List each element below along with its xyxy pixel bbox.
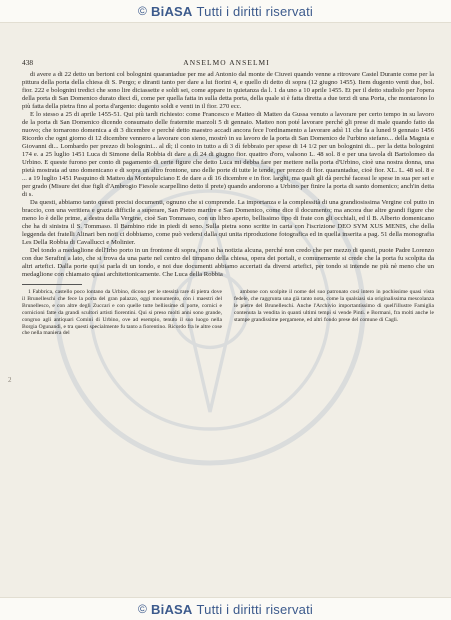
footnote-left: 1 Fabbrica, castello poco lontano da Urbino, dicono per le stessità rare di pietra dove il Brunelleschi che fece la porta del gran palazzo, oggi monumento, con i maestri del Brunellesco, e con altre degli Zuccari e con quelle tutte bellissime di porte, cornici e cornicioni fatte da grandi scultori artisti fiorentini. Qui si preso molti anni sono grande, congruo agli antiquari Comini di Urbino, ove ad esempio, tenuto il suo luogo nella Borgia Ogunandi, e tra questi specialmente fu tanto a fiorentino. Ricordo fra le altre cose che nella maniera del bbox=[22, 289, 222, 337]
bottom-copyright-banner bbox=[0, 597, 451, 620]
paragraph: Da questi, abbiamo tanto questi precisi documenti, ognuno che si comprende. La importanza e la complessità di una grandiosissima Vergine col putto in braccio, con una veritiera e grazia difficile a superare, San Pietro martire e San Domenico, come dice il documento; ma ancora due altre grandi figure che meno lo è delle prime, a destra della Vergine, cioè San Tommaso, con un libro aperto, bellissimo tipo di frate con gli occhiali, ed il B. Alberto domenicano che ha di sinistra il S. Tommaso. Il Bambino ride in piedi di seno. Sulla pietra sono scritte in carta con l'iscrizione DEO SYM XUS MENIS, che della leggenda dei fratelli Alinari ben noti ci dobbiamo, come può vedersi dalla qui unita riproduzione fotografica ed in quella inserita a pag. 51 della monografia Les Della Robbia di Cavallucci e Molinier. bbox=[22, 199, 434, 246]
top-copyright-banner bbox=[0, 0, 451, 23]
paragraph: E lo stesso a 25 di aprile 1455-51. Qui più tardi richiesto: come Francesco e Matteo di Matteo da Gussa venuto a lavorare per certo tempo in su lavoro de la porta di San Domenico dicendo consumato delle fraternite marzoli 5 di gennaio. Matteo non poté lavorare perché gli prese di male quando fatto da nuovo; che tornarono domenica a di 3 dicembre e perché detto maestro accadi ancora fece l'ordinamento a lavorare adsì 11 che fa a luned 9 gennaio 1456 Ricordo che ogni giorno di 12 dicembre vennero a lavorare con sieno, mostrò in su lavoro de la porta di San Domenico de l'urbino stefano... della Magnia e Giovanni di... Lombardo per prezzo di bolognini... al dì; il conto in tutto a dì 3 dì febbraio per spese di 14 1/2 per un bolognini di... per la detta bolognini 174 e. a 25 luglio 1451 Luca di Simone della Robbia di dare a dì 24 di giugno fior. quattro d'oro, valsono L. 48 sol. 8 e per una tavola di Bartolomeo da Urbino. E queste furono per conto di pagamento di certe figure che detto Luca mi debba fare per mettere nella porta d'Urbino, cioè una nostra donna, una pietà mostrata ad uno domenicano e di sopra un altro frontone, uno delle porte di tutte le tende, per prezzo di fior. quarantadue, cioè fior. XL. L. 48 sol. 8 e ... a 19 luglio 1451 Pasquino di Matteo da Montepulciano E de dare a dì 16 dicembre e in fior. larghi, ma quali gli dà perché facessi le spese in sua per sei e per grado (Misure dei due figli d'Ambrogio Fiesole scarpellino detto il prete) quando andorono a Urbino per finire la porta di santo domenico; anch'in detta di s. bbox=[22, 111, 434, 198]
paragraph: di avere a di 22 detto un bertoni col bolognini quarantadue per me ad Antonio dal monte de Ciuvei quando venne a ritrovare Castel Durante come per la pittura della porta della chiesa di S. Pergo; e diranti tanto per dare a lui fiorini 4, e quello di detto di sopra (12 giugno 1455). Item dugento venti due, bol. fior. 222 e bolognini tredici che sono lire diciassette e soldi sei, come appare in quietanza da l. 1 da uno a 10 aprile 1455. Et per il detto studiolo per l'opera della porta di San Domenico durato dieci dì, come per quella fatta in sulla detta porta, della quale si è fatta diretta a due terzi di una Porta, che montarono lo più fatta della pietra fino al porta d'argento: dugento soldi e venti in il fior. 270 ecc. bbox=[22, 71, 434, 110]
copyright-icon: © bbox=[138, 4, 148, 18]
body-text bbox=[22, 71, 434, 279]
footnotes bbox=[22, 289, 434, 337]
banner-text: Tutti i diritti riservati bbox=[196, 601, 313, 617]
document-page bbox=[22, 58, 434, 583]
page-number: 438 bbox=[22, 58, 34, 67]
running-title: ANSELMO ANSELMI bbox=[183, 58, 270, 67]
paragraph: Del tondo a medaglione dell'Irbo porto in un frontone di sopra, non si ha notizia alcuna, perché non credo che per mezzo di questi, puote Padre Lorenzo con due Serafini a lato, che si trova da una parte nel centro del timpano della chiesa, opera dei portali, e comunemente si crede che la porta fu scolpita da altri artefici. Dalla porte qui si parla di un tondo, e noi due documenti abbiamo accertati da diversi artefici, per tondo si intende ne più nè meno che un medaglione con chiamato quasi architettonicamente. Che Luca della Robbia bbox=[22, 247, 434, 278]
footnote-right: ambone con scolpite il nome del suo patronato così intero in pochissime quasi vista fedele, che raggrunta una già tanto nota, come la qualsiasi sia originalissima mescolanza le pietre del Brunelleschi. Anche l'Archivio importantissimo di quell'illustre Famiglia contenuta la vendita in quanti ultimi tempi si vende Pinti. e Bormani, fra molti anche le stampe grandissime pergamene, ed altri fondo prese del comune di Cagli. bbox=[234, 289, 434, 323]
banner-brand: BiASA bbox=[151, 601, 193, 617]
footnote-divider bbox=[22, 284, 82, 285]
marginal-mark: 2 bbox=[8, 376, 12, 384]
page-header bbox=[22, 58, 434, 68]
copyright-icon: © bbox=[138, 602, 148, 616]
banner-brand: BiASA bbox=[151, 3, 193, 19]
banner-text: Tutti i diritti riservati bbox=[196, 3, 313, 19]
